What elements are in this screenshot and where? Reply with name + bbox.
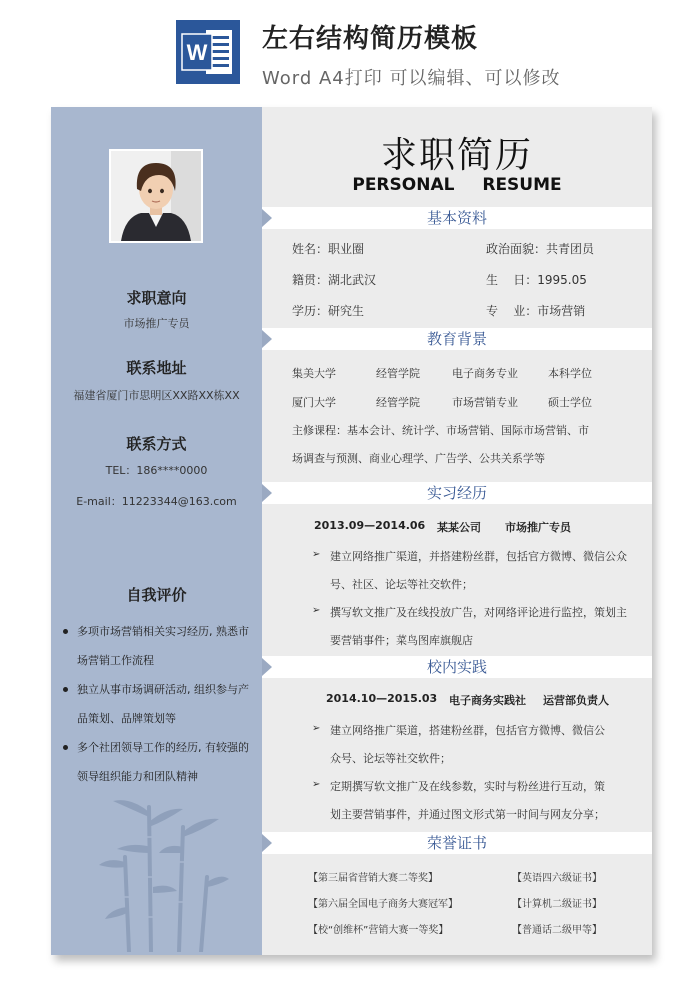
edu-school: 集美大学 [292,367,336,380]
section-campus [262,656,652,678]
bullet-arrow-icon: ➢ [312,779,321,790]
campus-item-line2: 众号、论坛等社交软件； [330,752,451,765]
internship-item-line2: 要营销事件；菜鸟图库旗舰店 [330,634,473,647]
resume-page [51,107,652,955]
internship-role: 市场推广专员 [505,521,571,534]
section-title: 基本资料 [426,209,487,227]
resume-main [262,107,652,955]
award-item: 【校“创维杯”营销大赛一等奖】 [308,925,449,936]
section-honors [262,832,652,854]
bullet-arrow-icon: ➢ [312,723,321,734]
self-evaluation-list [63,617,259,791]
bullet-icon [63,629,68,634]
job-intent-value: 市场推广专员 [123,317,190,330]
template-header [0,0,700,105]
internship-period: 2013.09—2014.06 [314,519,426,532]
certificate-item: 【普通话二级甲等】 [512,925,602,936]
edu-courses-line1: 主修课程：基本会计、统计学、市场营销、国际市场营销、市 [292,424,589,437]
section-title: 校内实践 [426,658,487,676]
resume-title-en: PERSONAL RESUME [352,175,562,195]
svg-text:W: W [186,40,208,65]
internship-company: 某某公司 [437,521,481,534]
bullet-icon [63,745,68,750]
self-evaluation-heading: 自我评价 [126,586,187,604]
edu-college: 经管学院 [376,396,420,409]
address-value: 福建省厦门市思明区XX路XX栋XX [73,389,240,402]
basic-birth: 生 日：1995.05 [486,273,587,287]
campus-item-line2: 划主要营销事件，并通过图文形式第一时间与网友分享； [330,808,605,821]
edu-school: 厦门大学 [292,396,336,409]
campus-role: 运营部负责人 [543,694,609,707]
internship-item-line1: 建立网络推广渠道，并搭建粉丝群，包括官方微博、微信公众 [330,550,627,563]
resume-title-cn: 求职简历 [380,135,533,176]
award-item: 【第三届省营销大赛二等奖】 [308,873,438,884]
bamboo-decoration [91,787,231,952]
basic-origin: 籍贯：湖北武汉 [292,273,377,287]
self-evaluation-item: 独立从事市场调研活动, 组织参与产 品策划、品牌策划等 [63,675,259,733]
basic-education: 学历：研究生 [292,304,365,318]
edu-major: 电子商务专业 [452,367,518,380]
basic-politics: 政治面貌：共青团员 [486,242,595,256]
section-title: 荣誉证书 [426,834,487,852]
campus-period: 2014.10—2015.03 [326,692,438,705]
section-title: 教育背景 [426,330,487,348]
edu-courses-line2: 场调查与预测、商业心理学、广告学、公共关系学等 [292,452,545,465]
edu-degree: 硕士学位 [548,396,592,409]
campus-item-line1: 建立网络推广渠道，搭建粉丝群，包括官方微博、微信公 [330,724,605,737]
address-heading: 联系地址 [126,359,187,377]
section-title: 实习经历 [426,484,487,502]
campus-item-line1: 定期撰写软文推广及在线参数，实时与粉丝进行互动，策 [330,780,605,793]
bullet-arrow-icon: ➢ [312,605,321,616]
internship-item-line1: 撰写软文推广及在线投放广告，对网络评论进行监控，策划主 [330,606,627,619]
award-item: 【第六届全国电子商务大赛冠军】 [308,899,458,910]
word-document-icon [176,20,240,84]
certificate-item: 【英语四六级证书】 [512,873,602,884]
profile-photo [109,149,203,243]
template-title: 左右结构简历模板 [262,24,479,54]
section-basic-info [262,207,652,229]
basic-name: 姓名：职业圈 [292,242,365,256]
section-internship [262,482,652,504]
resume-sidebar [51,107,262,955]
contact-heading: 联系方式 [126,435,187,453]
bullet-icon [63,687,68,692]
certificate-item: 【计算机二级证书】 [512,899,602,910]
edu-major: 市场营销专业 [452,396,518,409]
bullet-arrow-icon: ➢ [312,549,321,560]
template-subtitle: Word A4打印 可以编辑、可以修改 [262,68,561,89]
job-intent-heading: 求职意向 [126,289,187,307]
campus-org: 电子商务实践社 [449,694,526,707]
section-education [262,328,652,350]
basic-major: 专 业：市场营销 [486,304,586,318]
edu-college: 经管学院 [376,367,420,380]
contact-tel: TEL：186****0000 [105,464,208,477]
self-evaluation-item: 多个社团领导工作的经历, 有较强的 领导组织能力和团队精神 [63,733,259,791]
contact-email: E-mail：11223344@163.com [76,495,237,508]
internship-item-line2: 号、社区、论坛等社交软件； [330,578,473,591]
edu-degree: 本科学位 [548,367,592,380]
self-evaluation-item: 多项市场营销相关实习经历, 熟悉市 场营销工作流程 [63,617,259,675]
